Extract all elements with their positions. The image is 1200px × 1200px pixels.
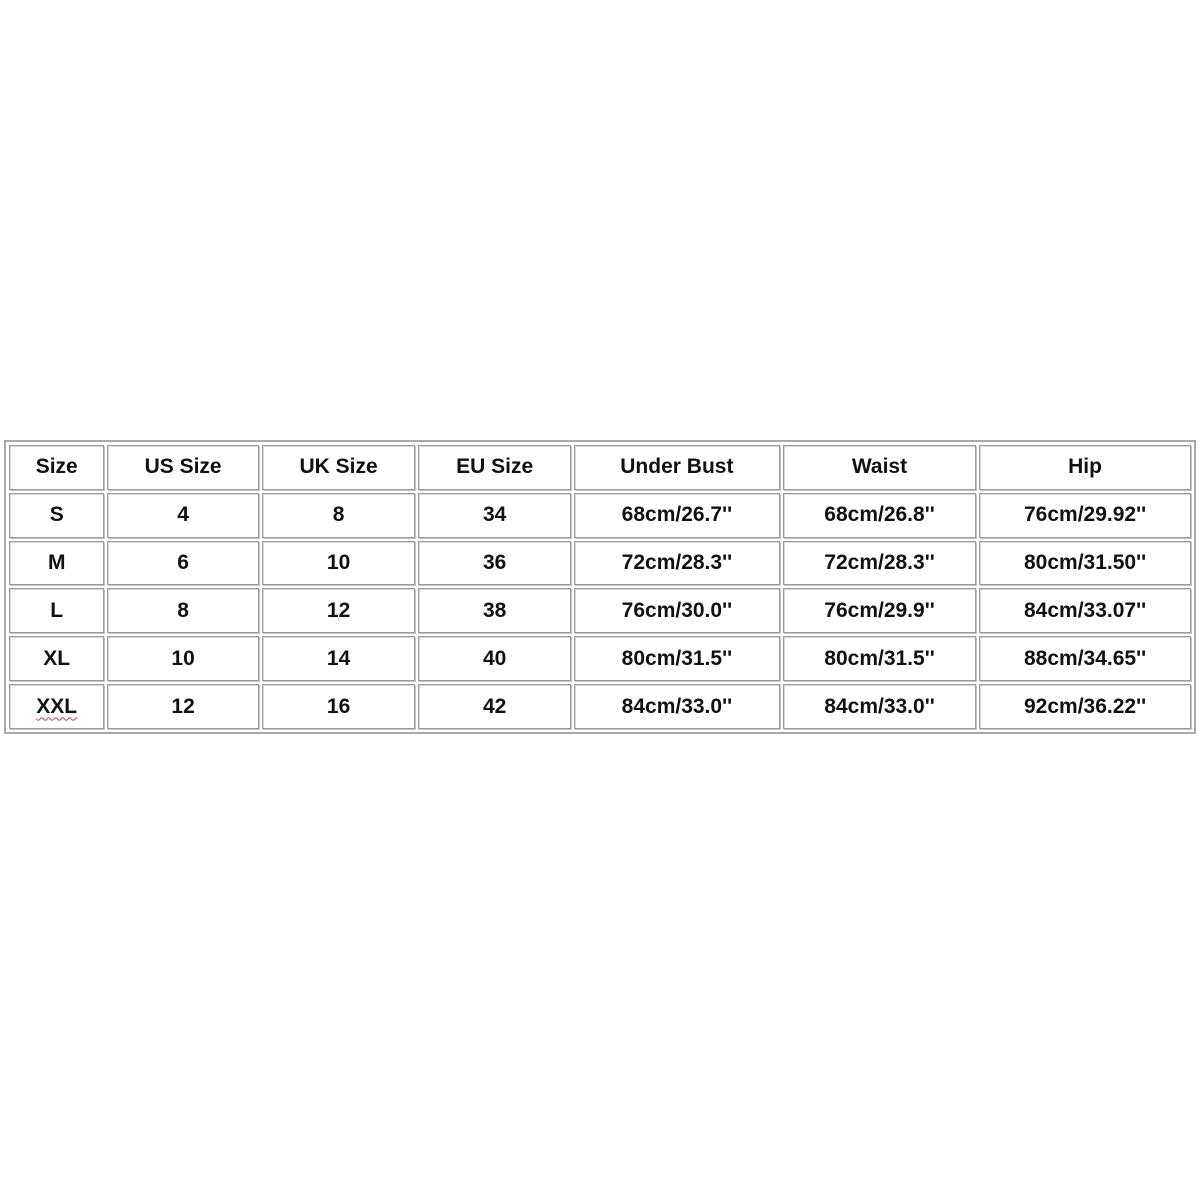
table-row <box>9 636 1191 681</box>
cell-eu-size: 36 <box>418 541 570 586</box>
cell-waist: 72cm/28.3'' <box>783 541 976 586</box>
size-table <box>6 442 1194 732</box>
header-uk-size: UK Size <box>262 445 416 490</box>
cell-eu-size: 42 <box>418 684 570 729</box>
cell-under-bust: 84cm/33.0'' <box>574 684 780 729</box>
cell-waist: 80cm/31.5'' <box>783 636 976 681</box>
cell-under-bust: 80cm/31.5'' <box>574 636 780 681</box>
table-row <box>9 541 1191 586</box>
cell-uk-size: 16 <box>262 684 416 729</box>
cell-under-bust: 68cm/26.7'' <box>574 493 780 538</box>
spellcheck-underlined-text: XXL <box>36 694 78 718</box>
cell-size: S <box>9 493 104 538</box>
cell-uk-size: 8 <box>262 493 416 538</box>
cell-us-size: 10 <box>107 636 258 681</box>
cell-hip: 92cm/36.22'' <box>979 684 1191 729</box>
cell-size: M <box>9 541 104 586</box>
header-size: Size <box>9 445 104 490</box>
cell-under-bust: 76cm/30.0'' <box>574 588 780 633</box>
table-row <box>9 493 1191 538</box>
header-eu-size: EU Size <box>418 445 570 490</box>
cell-eu-size: 34 <box>418 493 570 538</box>
header-hip: Hip <box>979 445 1191 490</box>
table-header-row <box>9 445 1191 490</box>
cell-eu-size: 38 <box>418 588 570 633</box>
table-row <box>9 588 1191 633</box>
cell-waist: 76cm/29.9'' <box>783 588 976 633</box>
cell-hip: 88cm/34.65'' <box>979 636 1191 681</box>
cell-hip: 76cm/29.92'' <box>979 493 1191 538</box>
cell-us-size: 6 <box>107 541 258 586</box>
cell-uk-size: 14 <box>262 636 416 681</box>
cell-under-bust: 72cm/28.3'' <box>574 541 780 586</box>
header-under-bust: Under Bust <box>574 445 780 490</box>
cell-us-size: 4 <box>107 493 258 538</box>
cell-uk-size: 12 <box>262 588 416 633</box>
size-chart <box>4 440 1196 734</box>
cell-eu-size: 40 <box>418 636 570 681</box>
cell-us-size: 12 <box>107 684 258 729</box>
cell-size <box>9 684 104 729</box>
cell-waist: 68cm/26.8'' <box>783 493 976 538</box>
header-us-size: US Size <box>107 445 258 490</box>
header-waist: Waist <box>783 445 976 490</box>
table-row <box>9 684 1191 729</box>
cell-waist: 84cm/33.0'' <box>783 684 976 729</box>
cell-size: XL <box>9 636 104 681</box>
cell-hip: 80cm/31.50'' <box>979 541 1191 586</box>
cell-uk-size: 10 <box>262 541 416 586</box>
cell-hip: 84cm/33.07'' <box>979 588 1191 633</box>
cell-us-size: 8 <box>107 588 258 633</box>
cell-size: L <box>9 588 104 633</box>
